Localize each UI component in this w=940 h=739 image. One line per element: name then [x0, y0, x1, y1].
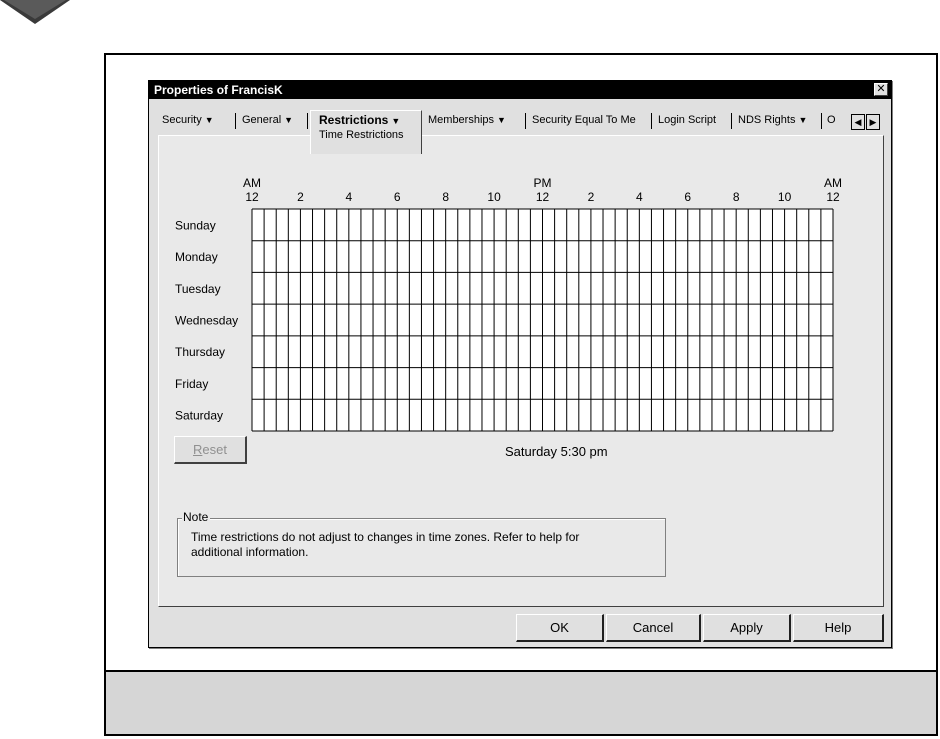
- tab-label: NDS Rights: [738, 114, 796, 126]
- dropdown-arrow-icon: ▼: [798, 115, 808, 125]
- day-label-tuesday: Tuesday: [175, 281, 221, 296]
- hour-label: 4: [345, 190, 353, 204]
- hour-label: 6: [684, 190, 692, 204]
- meridiem-label: AM: [824, 176, 842, 190]
- current-time-status: Saturday 5:30 pm: [505, 444, 608, 459]
- close-icon: ✕: [876, 83, 886, 95]
- day-label-thursday: Thursday: [175, 345, 226, 360]
- meridiem-labels: [243, 176, 842, 190]
- note-legend: Note: [183, 510, 209, 524]
- dropdown-arrow-icon: ▼: [497, 115, 506, 125]
- tab-label: Security Equal To Me: [532, 114, 636, 126]
- hour-label: 10: [487, 190, 501, 204]
- tab-label: Login Script: [658, 114, 717, 126]
- hour-label: 2: [587, 190, 595, 204]
- tab-label: Memberships: [428, 114, 495, 126]
- triangle-right-icon: ▶: [869, 117, 877, 127]
- tab-label: O: [827, 114, 836, 126]
- hour-label: 12: [535, 190, 550, 204]
- day-label-monday: Monday: [175, 250, 218, 265]
- ok-button[interactable]: OK: [516, 614, 604, 642]
- tab-restrictions[interactable]: [310, 110, 422, 154]
- tab-sub-label[interactable]: Time Restrictions: [319, 129, 404, 141]
- hour-labels: [245, 190, 840, 204]
- note-text: [191, 530, 661, 560]
- hour-label: 8: [732, 190, 740, 204]
- window-title: Properties of FrancisK: [154, 83, 283, 97]
- hour-label: 2: [297, 190, 304, 204]
- day-label-friday: Friday: [175, 376, 209, 391]
- dropdown-arrow-icon: ▼: [204, 115, 214, 125]
- day-label-sunday: Sunday: [175, 218, 216, 233]
- day-labels: [175, 218, 238, 422]
- hour-label: 12: [245, 190, 259, 204]
- note-line: additional information.: [191, 545, 309, 559]
- day-label-wednesday: Wednesday: [175, 313, 239, 328]
- dropdown-arrow-icon: ▼: [391, 116, 401, 126]
- hour-label: 8: [442, 190, 450, 204]
- hour-label: 10: [777, 190, 792, 204]
- help-button[interactable]: Help: [793, 614, 884, 642]
- cancel-button[interactable]: Cancel: [606, 614, 701, 642]
- triangle-left-icon: ◀: [854, 117, 862, 127]
- hour-label: 12: [826, 190, 840, 204]
- tab-label: Restrictions: [319, 113, 389, 127]
- tab-label: Security: [162, 114, 202, 126]
- apply-button[interactable]: Apply: [703, 614, 791, 642]
- meridiem-label: PM: [533, 176, 552, 190]
- dropdown-arrow-icon: ▼: [284, 115, 294, 125]
- day-label-saturday: Saturday: [175, 408, 224, 423]
- reset-button[interactable]: Reset: [174, 436, 247, 464]
- hour-label: 6: [393, 190, 401, 204]
- note-line: Time restrictions do not adjust to changes in time zones. Refer to help for: [191, 530, 580, 544]
- hour-label: 4: [635, 190, 643, 204]
- tab-label: General: [242, 114, 282, 126]
- meridiem-label: AM: [243, 176, 261, 190]
